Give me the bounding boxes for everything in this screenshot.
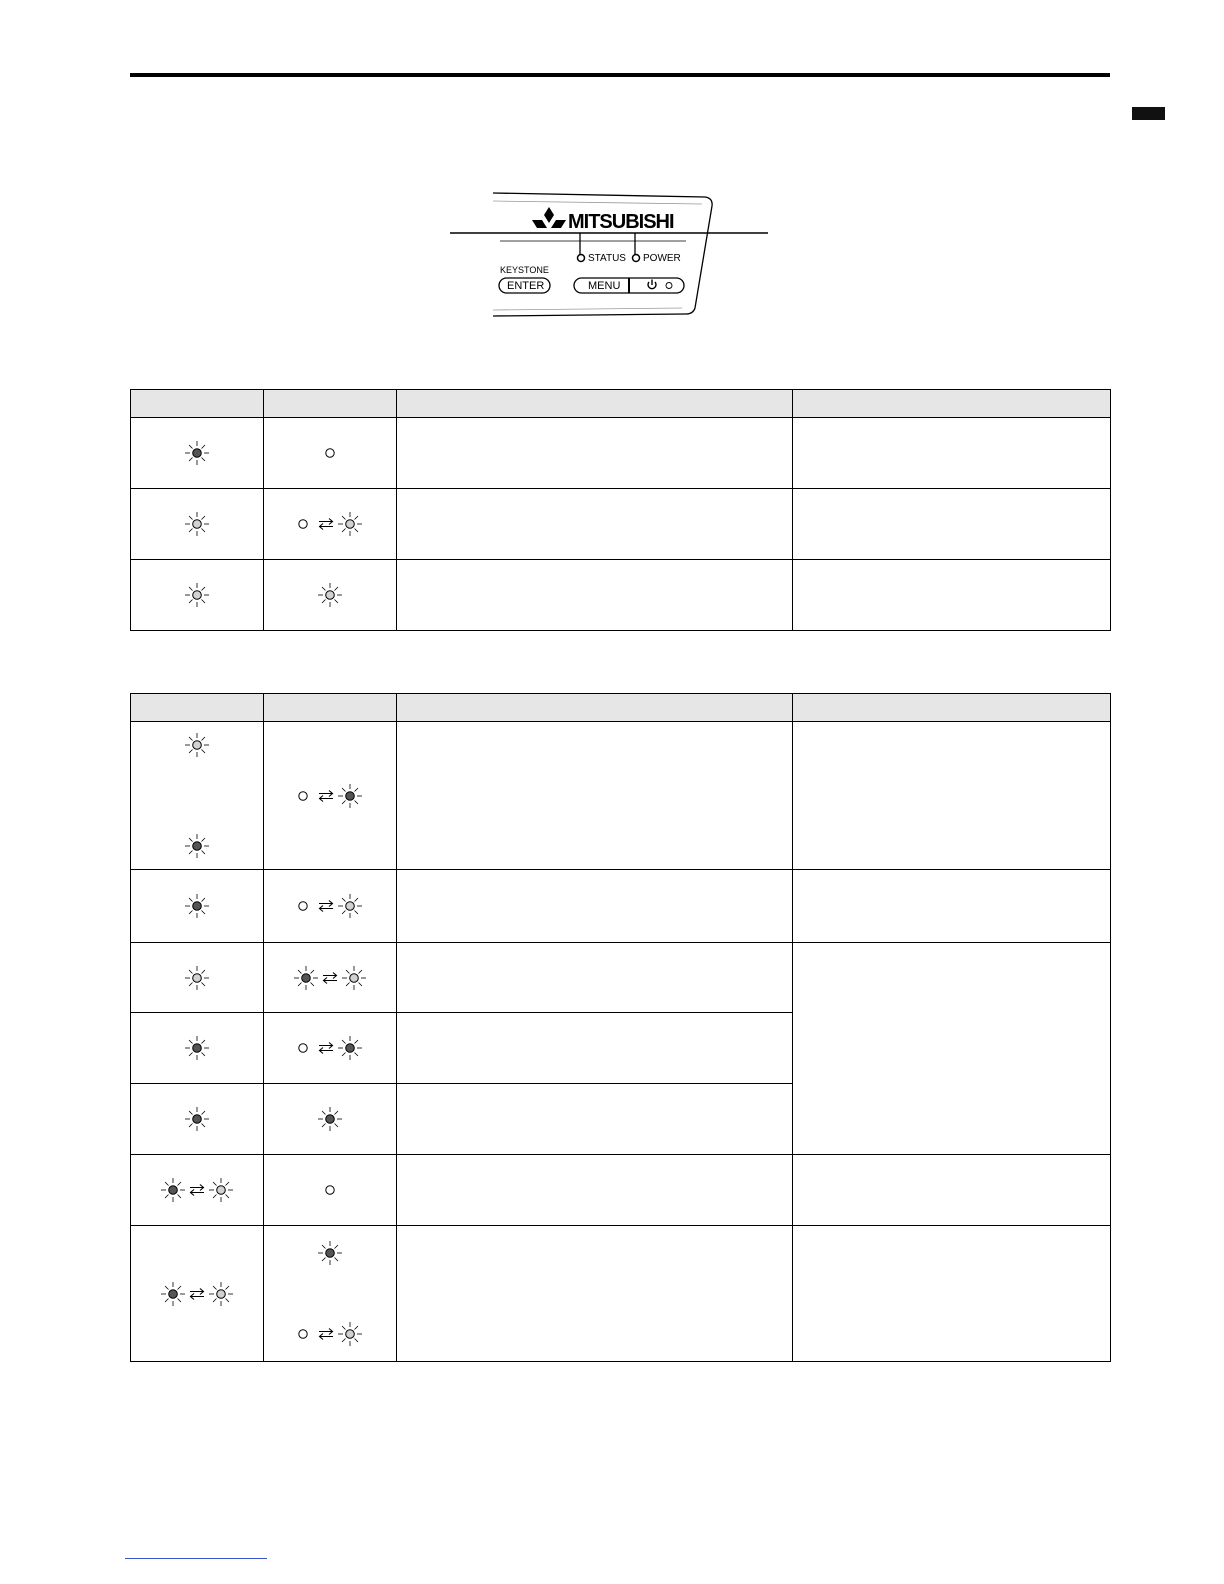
status-indicator-cell (264, 418, 397, 489)
condition-cell (397, 489, 793, 560)
condition-cell (397, 1155, 793, 1226)
header-cell-status (264, 390, 397, 418)
condition-cell (397, 722, 793, 870)
blinking-dark-led-icon (293, 965, 319, 991)
power-indicator-cell (131, 1013, 264, 1084)
blinking-dark-led-icon (337, 783, 363, 809)
table-row (131, 722, 1111, 870)
indicator-glyph (184, 1106, 210, 1132)
table-header (131, 694, 1111, 722)
status-indicator-cell (264, 722, 397, 870)
remedy-cell-merged (793, 943, 1111, 1155)
header-cell-remedy (793, 390, 1111, 418)
blinking-dark-led-icon (184, 440, 210, 466)
blinking-dark-led-icon (317, 1240, 343, 1266)
led-off-icon (297, 518, 309, 530)
status-indicator-cell (264, 1013, 397, 1084)
remedy-cell (793, 1155, 1111, 1226)
power-indicator-cell (131, 560, 264, 631)
alternating-arrows-icon (317, 789, 335, 803)
table-row (131, 489, 1111, 560)
status-indicator-cell (264, 560, 397, 631)
remedy-cell (793, 418, 1111, 489)
condition-cell (397, 418, 793, 489)
condition-cell (397, 1013, 793, 1084)
table-row (131, 418, 1111, 489)
led-off-icon (297, 1042, 309, 1054)
header-cell-remedy (793, 694, 1111, 722)
alternating-arrows-icon (188, 1287, 206, 1301)
blinking-dark-led-icon (317, 1106, 343, 1132)
status-indicator-cell (264, 870, 397, 943)
indicator-glyph (297, 893, 363, 919)
blinking-light-led-icon (184, 582, 210, 608)
remedy-cell (793, 722, 1111, 870)
blinking-dark-led-icon (160, 1177, 186, 1203)
indicator-glyph (160, 1281, 234, 1307)
led-off-icon (324, 447, 336, 459)
power-led-label: POWER (643, 253, 681, 264)
blinking-light-led-icon (337, 511, 363, 537)
condition-cell (397, 1226, 793, 1362)
indicator-glyph (184, 833, 210, 859)
remedy-cell (793, 560, 1111, 631)
header-cell-condition (397, 694, 793, 722)
alternating-arrows-icon (317, 517, 335, 531)
condition-cell (397, 870, 793, 943)
table-row (131, 1226, 1111, 1362)
power-indicator-cell (131, 870, 264, 943)
blinking-light-led-icon (208, 1177, 234, 1203)
blinking-dark-led-icon (337, 1035, 363, 1061)
power-indicator-cell (131, 489, 264, 560)
status-indicator-cell (264, 1226, 397, 1362)
header-cell-condition (397, 390, 793, 418)
alternating-arrows-icon (321, 971, 339, 985)
indicator-glyph (324, 447, 336, 459)
indicator-glyph (184, 511, 210, 537)
footer-link-underline (125, 1558, 267, 1559)
status-indicator-cell (264, 1084, 397, 1155)
power-indicator-cell (131, 943, 264, 1013)
indicator-glyph (184, 440, 210, 466)
indicator-glyph (297, 511, 363, 537)
blinking-light-led-icon (317, 582, 343, 608)
indicator-glyph (184, 965, 210, 991)
indicator-glyph (317, 582, 343, 608)
indicator-glyph (184, 1035, 210, 1061)
indicator-glyph (184, 893, 210, 919)
indicator-glyph (293, 965, 367, 991)
indicator-glyph (317, 1240, 343, 1266)
led-off-icon (297, 1328, 309, 1340)
indicator-table-1 (130, 389, 1111, 631)
remedy-cell (793, 1226, 1111, 1362)
indicator-glyph (184, 582, 210, 608)
header-cell-status (264, 694, 397, 722)
status-indicator-cell (264, 943, 397, 1013)
blinking-dark-led-icon (184, 893, 210, 919)
blinking-dark-led-icon (160, 1281, 186, 1307)
table-row (131, 1155, 1111, 1226)
blinking-dark-led-icon (184, 1106, 210, 1132)
status-indicator-cell (264, 489, 397, 560)
top-rule (130, 73, 1110, 77)
blinking-light-led-icon (184, 732, 210, 758)
blinking-light-led-icon (184, 511, 210, 537)
power-indicator-cell (131, 418, 264, 489)
indicator-glyph (297, 1321, 363, 1347)
table-row (131, 560, 1111, 631)
power-indicator-cell (131, 1155, 264, 1226)
blinking-light-led-icon (184, 965, 210, 991)
header-cell-power (131, 390, 264, 418)
section-tab-marker (1132, 107, 1165, 120)
indicator-glyph (184, 732, 210, 758)
led-off-icon (324, 1184, 336, 1196)
status-led-label: STATUS (588, 253, 626, 264)
header-cell-power (131, 694, 264, 722)
condition-cell (397, 1084, 793, 1155)
condition-cell (397, 560, 793, 631)
blinking-dark-led-icon (184, 1035, 210, 1061)
condition-cell (397, 943, 793, 1013)
mitsubishi-logo-icon (532, 207, 566, 228)
indicator-glyph (297, 783, 363, 809)
power-indicator-cell (131, 1084, 264, 1155)
led-off-icon (297, 790, 309, 802)
blinking-light-led-icon (337, 1321, 363, 1347)
table-row (131, 943, 1111, 1013)
led-off-icon (297, 900, 309, 912)
alternating-arrows-icon (317, 1041, 335, 1055)
keystone-label: KEYSTONE (500, 265, 549, 275)
remedy-cell (793, 870, 1111, 943)
alternating-arrows-icon (317, 1327, 335, 1341)
alternating-arrows-icon (188, 1183, 206, 1197)
alternating-arrows-icon (317, 899, 335, 913)
table-row (131, 870, 1111, 943)
status-indicator-cell (264, 1155, 397, 1226)
indicator-glyph (324, 1184, 336, 1196)
blinking-dark-led-icon (184, 833, 210, 859)
indicator-glyph (160, 1177, 234, 1203)
blinking-light-led-icon (341, 965, 367, 991)
indicator-glyph (317, 1106, 343, 1132)
panel-brand: MITSUBISHI (568, 211, 674, 233)
enter-button-label: ENTER (507, 280, 545, 292)
blinking-light-led-icon (337, 893, 363, 919)
table-header (131, 390, 1111, 418)
remedy-cell (793, 489, 1111, 560)
power-indicator-cell (131, 1226, 264, 1362)
menu-button-label: MENU (588, 280, 621, 292)
indicator-table-2 (130, 693, 1111, 1362)
indicator-glyph (297, 1035, 363, 1061)
blinking-light-led-icon (208, 1281, 234, 1307)
power-indicator-cell (131, 722, 264, 870)
